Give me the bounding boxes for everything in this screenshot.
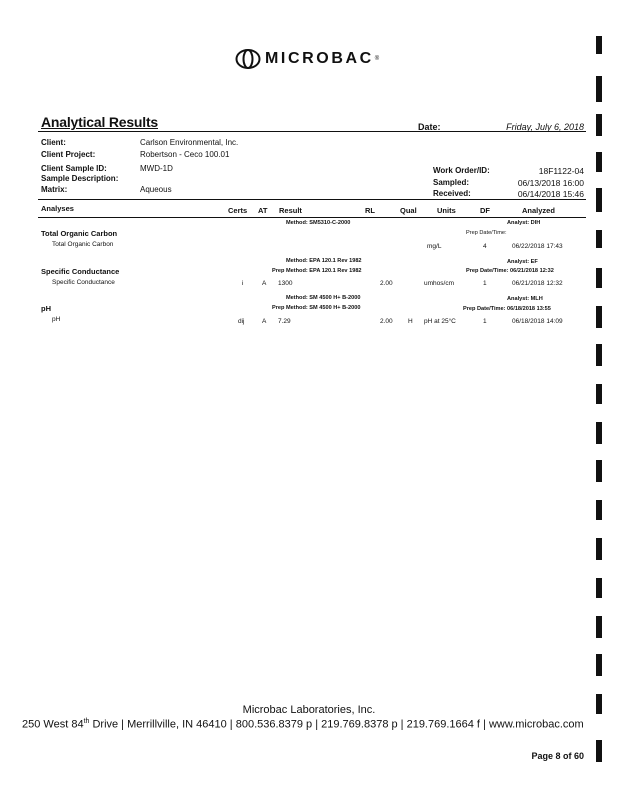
ph-df: 1 bbox=[483, 318, 487, 325]
ph-group-name: pH bbox=[41, 304, 51, 313]
date-label: Date: bbox=[418, 122, 441, 132]
page-number: Page 8 of 60 bbox=[531, 751, 584, 761]
matrix-label: Matrix: bbox=[41, 185, 68, 194]
ph-prep-method: Prep Method: SM 4500 H+ B-2000 bbox=[272, 305, 361, 311]
ph-at: A bbox=[262, 318, 267, 325]
edge-mark bbox=[596, 76, 602, 102]
edge-mark bbox=[596, 268, 602, 288]
col-result: Result bbox=[279, 206, 302, 215]
ph-method: Method: SM 4500 H+ B-2000 bbox=[286, 295, 361, 301]
edge-mark bbox=[596, 694, 602, 714]
sc-df: 1 bbox=[483, 280, 487, 287]
edge-mark bbox=[596, 188, 602, 212]
edge-mark bbox=[596, 36, 602, 54]
sc-certs: i bbox=[242, 280, 244, 287]
col-df: DF bbox=[480, 206, 490, 215]
col-at: AT bbox=[258, 206, 268, 215]
edge-mark bbox=[596, 500, 602, 520]
toc-group-name: Total Organic Carbon bbox=[41, 229, 118, 238]
header-rule bbox=[38, 217, 586, 218]
client-sample-id-label: Client Sample ID: bbox=[41, 164, 107, 173]
work-order-label: Work Order/ID: bbox=[433, 166, 490, 175]
date-value: Friday, July 6, 2018 bbox=[506, 122, 584, 132]
ph-rl: 2.00 bbox=[380, 318, 393, 325]
toc-units: mg/L bbox=[427, 243, 442, 250]
ph-prep-date: Prep Date/Time: 06/18/2018 13:55 bbox=[463, 306, 551, 312]
toc-analyst: Analyst: DIH bbox=[507, 220, 541, 226]
toc-analyzed: 06/22/2018 17:43 bbox=[512, 243, 563, 250]
edge-mark bbox=[596, 538, 602, 560]
info-rule bbox=[38, 199, 586, 200]
edge-mark bbox=[596, 460, 602, 482]
received-value: 06/14/2018 15:46 bbox=[517, 189, 584, 199]
edge-mark bbox=[596, 578, 602, 598]
client-value: Carlson Environmental, Inc. bbox=[140, 138, 239, 147]
col-certs: Certs bbox=[228, 206, 248, 215]
toc-df: 4 bbox=[483, 243, 487, 250]
sampled-value: 06/13/2018 16:00 bbox=[517, 178, 584, 188]
logo-wordmark: MICROBAC bbox=[265, 50, 374, 67]
sc-analyst: Analyst: EF bbox=[507, 259, 538, 265]
ph-qual: H bbox=[408, 318, 413, 325]
client-project-label: Client Project: bbox=[41, 150, 96, 159]
footer-address bbox=[22, 718, 584, 731]
sc-at: A bbox=[262, 280, 267, 287]
ph-analyte: pH bbox=[52, 316, 61, 323]
page-edge-marks bbox=[596, 0, 606, 800]
matrix-value: Aqueous bbox=[140, 185, 172, 194]
sc-method: Method: EPA 120.1 Rev 1982 bbox=[286, 258, 362, 264]
ph-analyzed: 06/18/2018 14:09 bbox=[512, 318, 563, 325]
received-label: Received: bbox=[433, 189, 471, 198]
title-rule bbox=[38, 131, 586, 132]
client-project-value: Robertson - Ceco 100.01 bbox=[140, 150, 230, 159]
page-title: Analytical Results bbox=[41, 114, 158, 130]
ph-certs: dij bbox=[238, 318, 245, 325]
toc-method: Method: SM5310-C-2000 bbox=[286, 220, 351, 226]
sc-group-name: Specific Conductance bbox=[41, 267, 120, 276]
col-qual: Qual bbox=[400, 206, 417, 215]
work-order-value: 18F1122-04 bbox=[538, 166, 584, 176]
ph-units: pH at 25°C bbox=[424, 318, 456, 325]
footer-company: Microbac Laboratories, Inc. bbox=[242, 704, 376, 716]
logo-registered-mark: ® bbox=[374, 56, 380, 62]
edge-mark bbox=[596, 654, 602, 676]
sc-prep-method: Prep Method: EPA 120.1 Rev 1982 bbox=[272, 268, 362, 274]
edge-mark bbox=[596, 114, 602, 136]
client-sample-id-value: MWD-1D bbox=[140, 164, 173, 173]
col-analyses: Analyses bbox=[41, 204, 74, 213]
sc-prep-date: Prep Date/Time: 06/21/2018 12:32 bbox=[466, 268, 554, 274]
sc-analyzed: 06/21/2018 12:32 bbox=[512, 280, 563, 287]
edge-mark bbox=[596, 616, 602, 638]
edge-mark bbox=[596, 230, 602, 248]
toc-prep-date: Prep Date/Time: bbox=[466, 230, 507, 236]
sc-result: 1300 bbox=[278, 280, 293, 287]
toc-analyte: Total Organic Carbon bbox=[52, 241, 114, 248]
edge-mark bbox=[596, 344, 602, 366]
edge-mark bbox=[596, 306, 602, 328]
footer-address-sup: th bbox=[83, 718, 90, 725]
ph-result: 7.29 bbox=[278, 318, 291, 325]
edge-mark bbox=[596, 384, 602, 404]
edge-mark bbox=[596, 740, 602, 762]
edge-mark bbox=[596, 422, 602, 444]
sample-description-label: Sample Description: bbox=[41, 174, 119, 183]
sc-rl: 2.00 bbox=[380, 280, 393, 287]
col-rl: RL bbox=[365, 206, 375, 215]
sc-units: umhos/cm bbox=[424, 280, 454, 287]
sampled-label: Sampled: bbox=[433, 178, 470, 187]
col-analyzed: Analyzed bbox=[522, 206, 555, 215]
col-units: Units bbox=[437, 206, 456, 215]
ph-analyst: Analyst: MLH bbox=[507, 296, 543, 302]
footer-address-start: 250 West 84 bbox=[22, 718, 84, 731]
microbac-logo-icon bbox=[235, 48, 261, 70]
microbac-logo bbox=[235, 48, 379, 70]
client-label: Client: bbox=[41, 138, 66, 147]
sc-analyte: Specific Conductance bbox=[52, 279, 115, 286]
edge-mark bbox=[596, 152, 602, 172]
footer-address-rest: Drive | Merrillville, IN 46410 | 800.536.8379 p | 219.769.8378 p | 219.769.1664 f | www.microbac.com bbox=[89, 718, 584, 731]
